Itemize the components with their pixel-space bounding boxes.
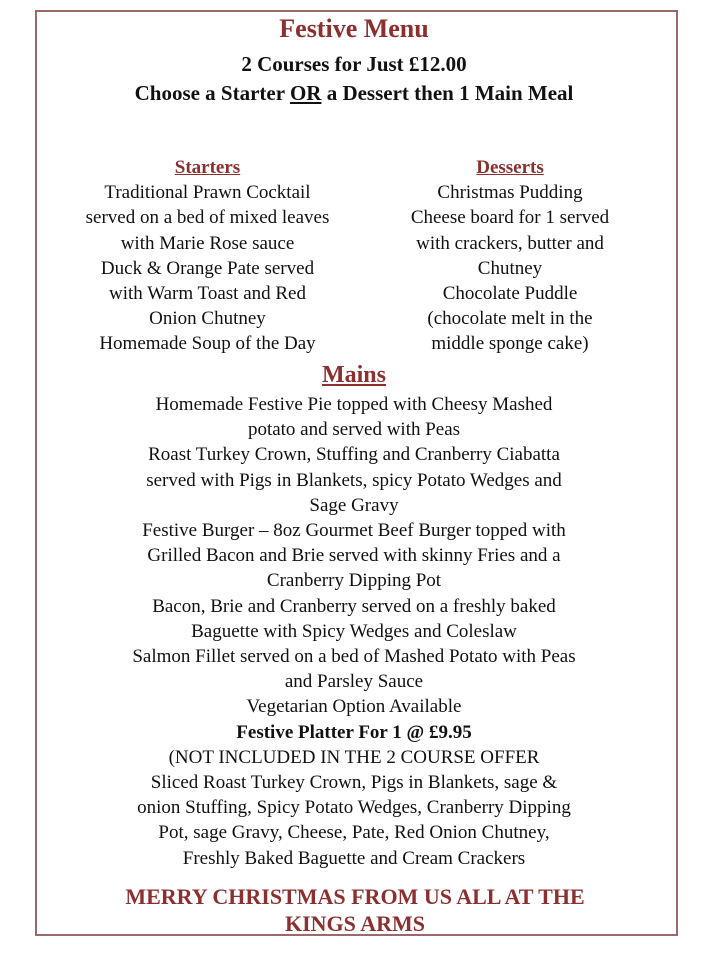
starter-line: with Marie Rose sauce [120,232,295,254]
platter-line: (NOT INCLUDED IN THE 2 COURSE OFFER [168,746,540,768]
starters-section [55,155,360,357]
instruction-line [0,80,708,106]
instruction-or: OR [289,81,322,105]
instruction-pre: Choose a Starter [134,81,290,105]
main-line: Vegetarian Option Available [246,696,462,718]
dessert-line: Chocolate Puddle [442,283,578,305]
starter-line: with Warm Toast and Red [109,283,306,305]
footer-line-2: KINGS ARMS [285,911,425,936]
platter-title: Festive Platter For 1 @ £9.95 [236,721,472,743]
menu-title: Festive Menu [279,14,429,43]
footer-greeting [55,883,655,937]
main-line: Grilled Bacon and Brie served with skinny Fries and a [147,545,561,567]
instruction-post: a Dessert then 1 Main Meal [321,81,574,105]
platter-line: Freshly Baked Baguette and Cream Crackers [182,847,526,869]
main-line: potato and served with Peas [247,419,461,441]
starter-line: Duck & Orange Pate served [100,257,315,279]
main-line: served with Pigs in Blankets, spicy Potato Wedges and [146,469,562,491]
dessert-line: Chutney [477,257,543,279]
offer-line: 2 Courses for Just £12.00 [241,52,467,76]
platter-line: Sliced Roast Turkey Crown, Pigs in Blankets, sage & [150,772,558,794]
mains-section [60,392,648,871]
main-line: Homemade Festive Pie topped with Cheesy Mashed [155,394,553,415]
starter-line: served on a bed of mixed leaves [85,207,330,229]
main-line: Roast Turkey Crown, Stuffing and Cranberry Ciabatta [148,444,560,466]
dessert-line: middle sponge cake) [431,333,589,355]
main-line: Sage Gravy [309,494,399,516]
platter-line: Pot, sage Gravy, Cheese, Pate, Red Onion Chutney, [158,822,550,844]
main-line: Bacon, Brie and Cranberry served on a freshly baked [152,595,556,617]
dessert-line: with crackers, butter and [416,232,604,254]
starters-heading: Starters [174,157,241,178]
footer-line-1: MERRY CHRISTMAS FROM US ALL AT THE [125,884,585,909]
starter-line: Onion Chutney [149,308,266,330]
dessert-line: Cheese board for 1 served [410,207,610,229]
main-line: and Parsley Sauce [284,671,424,693]
desserts-section [375,155,645,357]
platter-line: onion Stuffing, Spicy Potato Wedges, Cranberry Dipping [137,797,571,819]
desserts-heading: Desserts [476,157,544,178]
main-line: Salmon Fillet served on a bed of Mashed Potato with Peas [132,646,576,668]
dessert-line: (chocolate melt in the [427,308,593,330]
dessert-line: Christmas Pudding [437,182,583,204]
main-line: Festive Burger – 8oz Gourmet Beef Burger topped with [142,520,566,542]
mains-heading: Mains [321,362,386,388]
starter-line: Traditional Prawn Cocktail [104,182,311,204]
main-line: Cranberry Dipping Pot [266,570,442,592]
main-line: Baguette with Spicy Wedges and Coleslaw [191,620,517,642]
starter-line: Homemade Soup of the Day [99,333,316,355]
